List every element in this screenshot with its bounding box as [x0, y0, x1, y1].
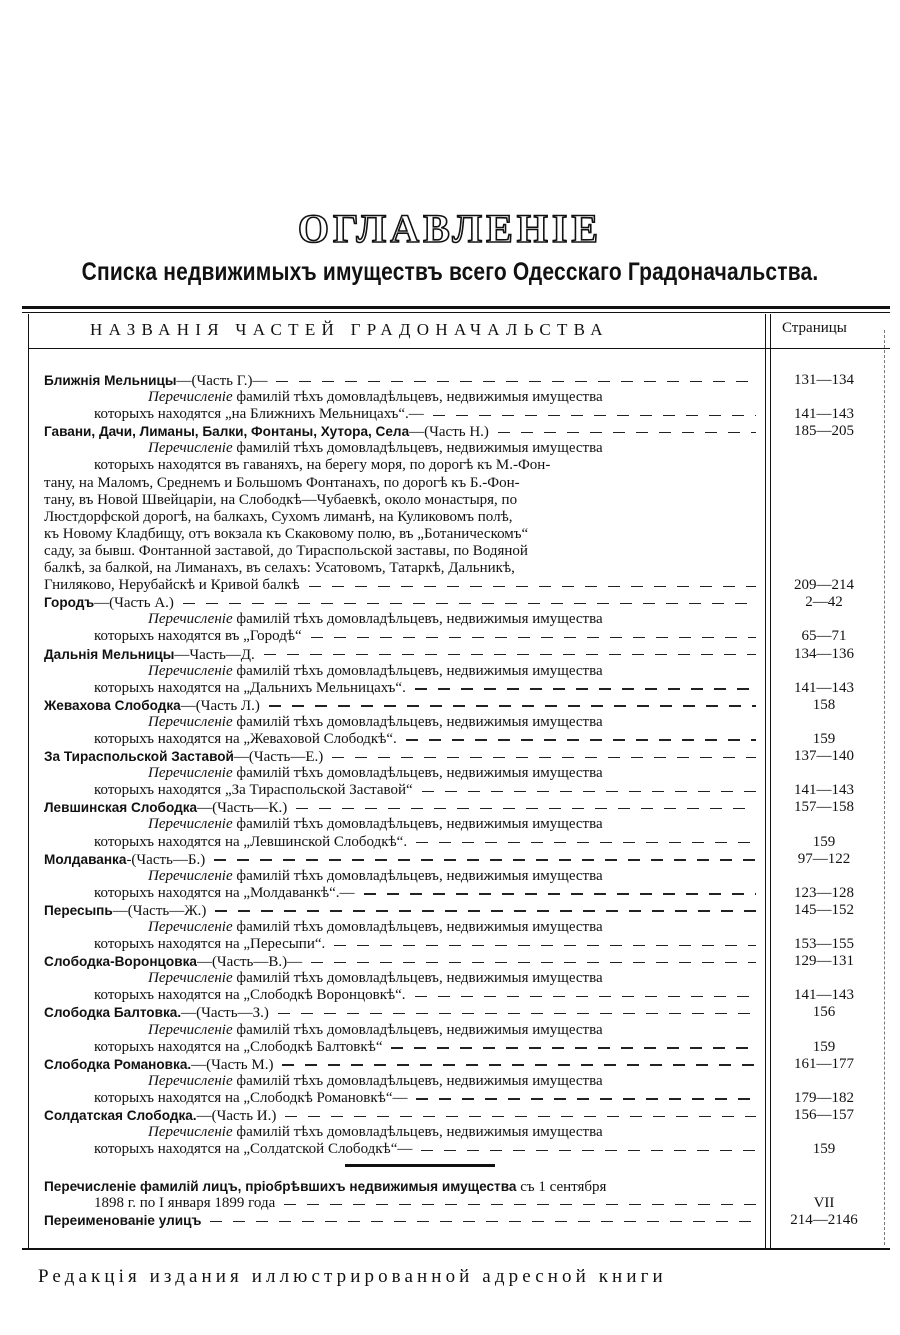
top-rule	[22, 306, 890, 309]
entry-italic: Перечисленіе	[148, 389, 233, 406]
district-name: Жевахова Слободка	[44, 697, 181, 713]
contents-line	[44, 577, 884, 594]
entry-text	[148, 611, 606, 628]
entry-text	[148, 714, 606, 731]
entry-text	[44, 594, 177, 612]
contents-line	[44, 697, 884, 714]
entry-text	[94, 1039, 385, 1056]
contents-line	[44, 919, 884, 936]
entry-text	[44, 372, 270, 390]
contents-line	[44, 440, 884, 457]
entry-text	[44, 543, 531, 560]
dash-leader	[498, 432, 756, 433]
entry-rest: которыхъ находятся „За Тираспольской Заставой“	[94, 782, 413, 799]
entry-rest: которыхъ находятся „на Ближнихъ Мельницахъ“.—	[94, 406, 424, 423]
entry-rest: фамилій тѣхъ домовладѣльцевъ, недвижимыя имущества	[232, 713, 603, 730]
contents-line	[44, 423, 884, 440]
entry-text	[94, 936, 328, 953]
page-range: 141—143	[794, 679, 854, 696]
contents-line	[44, 851, 884, 868]
entry-text	[44, 953, 305, 971]
page-range: 141—143	[794, 406, 854, 423]
entry-text	[94, 628, 305, 645]
contents-line	[44, 782, 884, 799]
entry-rest: фамилій тѣхъ домовладѣльцевъ, недвижимыя имущества	[232, 389, 603, 406]
page-range: 2—42	[805, 594, 843, 611]
dash-leader	[433, 415, 756, 416]
contents-line	[44, 1039, 884, 1056]
entry-rest: которыхъ находятся на „Пересыпи“.	[94, 936, 326, 953]
top-rule-thin	[22, 312, 890, 313]
entry-rest: —(Часть Л.)	[180, 697, 260, 714]
entry-rest: —(Часть И.)	[196, 1108, 277, 1125]
page-range: 156	[812, 1004, 836, 1021]
entry-text	[94, 1141, 415, 1158]
entry-rest: —(Часть А.)	[94, 595, 174, 612]
page-title: ОГЛАВЛЕНІЕ	[297, 206, 603, 251]
entry-rest: —(Часть—З.)	[181, 1005, 269, 1022]
entry-rest: которыхъ находятся въ „Городѣ“	[94, 628, 302, 645]
entry-text	[94, 731, 400, 748]
contents-line	[44, 611, 884, 628]
district-name: Молдаванка	[44, 851, 127, 867]
entry-rest: фамилій тѣхъ домовладѣльцевъ, недвижимыя имущества	[232, 1021, 603, 1038]
entry-italic: Перечисленіе	[148, 713, 233, 730]
contents-line	[44, 714, 884, 731]
entry-rest: фамилій тѣхъ домовладѣльцевъ, недвижимыя имущества	[232, 919, 603, 935]
entry-text	[94, 987, 409, 1004]
dash-leader	[264, 654, 756, 655]
contents-line	[44, 834, 884, 851]
contents-line	[44, 987, 884, 1004]
entry-rest: фамилій тѣхъ домовладѣльцевъ, недвижимыя имущества	[232, 662, 603, 679]
entry-text	[44, 851, 208, 869]
entry-text	[44, 423, 492, 441]
contents-line	[44, 953, 884, 970]
dash-leader	[332, 757, 756, 758]
entry-rest: —(Часть—В.)—	[196, 954, 303, 971]
page-range: 159	[812, 1141, 836, 1158]
entry-rest: которыхъ находятся на „Жеваховой Слободкѣ“.	[94, 730, 397, 747]
entry-text	[44, 1004, 272, 1022]
entry-italic: Перечисленіе	[148, 662, 233, 679]
contents-line	[44, 680, 884, 697]
entry-rest: фамилій тѣхъ домовладѣльцевъ, недвижимыя имущества	[232, 816, 603, 833]
entry-text	[94, 1195, 278, 1212]
contents-line	[44, 799, 884, 816]
entry-text	[44, 526, 531, 543]
contents-line	[44, 1212, 884, 1229]
entry-rest: которыхъ находятся на „Дальнихъ Мельницахъ“.	[94, 679, 406, 696]
entry-italic: Перечисленіе	[148, 970, 233, 987]
entry-text	[148, 1073, 606, 1090]
entry-rest: фамилій тѣхъ домовладѣльцевъ, недвижимыя имущества	[232, 1072, 603, 1089]
entry-italic: Перечисленіе	[148, 1072, 233, 1089]
dash-leader	[269, 705, 756, 706]
contents-line	[44, 663, 884, 680]
dash-leader	[422, 791, 756, 792]
page-range: 159	[812, 833, 836, 850]
contents-line	[44, 936, 884, 953]
contents-line	[44, 748, 884, 765]
dash-leader	[334, 945, 756, 946]
dash-leader	[284, 1204, 756, 1205]
entry-rest: которыхъ находятся на „Молдаванкѣ“.—	[94, 884, 355, 901]
contents-line	[44, 868, 884, 885]
entry-rest: которыхъ находятся на „Слободкѣ Романовкѣ“—	[94, 1089, 408, 1106]
dash-leader	[391, 1047, 756, 1048]
entry-rest: —(Часть—К.)	[197, 800, 288, 817]
dash-leader	[364, 893, 756, 894]
table-right-border	[884, 330, 885, 1245]
entry-text	[94, 782, 416, 799]
district-name: Дальнія Мельницы	[44, 646, 175, 662]
contents-line	[44, 457, 884, 474]
entry-italic: Перечисленіе	[148, 867, 233, 884]
district-name: За Тираспольской Заставой	[44, 749, 234, 765]
dash-leader	[214, 859, 756, 860]
entry-text	[94, 680, 409, 697]
contents-line	[44, 406, 884, 423]
entry-rest: -(Часть—Б.)	[126, 851, 206, 868]
page-range: 185—205	[794, 423, 854, 440]
district-name: Слободка-Воронцовка	[44, 954, 197, 970]
entry-text	[44, 1056, 276, 1074]
dash-leader	[415, 996, 756, 997]
entry-text	[94, 457, 553, 474]
column-header-pages: Страницы	[782, 320, 847, 336]
entry-rest: фамилій тѣхъ домовладѣльцевъ, недвижимыя имущества	[232, 440, 603, 457]
dash-leader	[406, 739, 756, 740]
entry-text	[44, 1178, 609, 1196]
entry-rest: тану, на Маломъ, Среднемъ и Большомъ Фонтанахъ, по дорогѣ къ Б.-Фон-	[44, 474, 520, 491]
contents-line	[44, 816, 884, 833]
page-range: 156—157	[794, 1107, 854, 1124]
entry-rest: которыхъ находятся на „Солдатской Слободкѣ“—	[94, 1141, 413, 1158]
entry-text	[44, 560, 518, 577]
dash-leader	[285, 1116, 756, 1117]
contents-line	[44, 628, 884, 645]
contents-line	[44, 970, 884, 987]
page-range: 97—122	[797, 850, 851, 867]
entry-text	[148, 919, 606, 936]
entry-text	[148, 440, 606, 457]
dash-leader	[278, 1013, 756, 1014]
entry-text	[44, 902, 209, 920]
dash-leader	[415, 688, 756, 689]
dash-leader	[183, 603, 756, 604]
entry-text	[148, 765, 606, 782]
page-range: VII	[813, 1195, 835, 1212]
contents-list	[44, 372, 884, 1158]
page-range: 161—177	[794, 1055, 854, 1072]
dash-leader	[311, 637, 756, 638]
contents-line	[44, 594, 884, 611]
contents-line	[44, 372, 884, 389]
entry-rest: Люстдорфской дорогѣ, на балкахъ, Сухомъ лиманѣ, на Куликовомъ полѣ,	[44, 508, 513, 525]
entry-rest: фамилій тѣхъ домовладѣльцевъ, недвижимыя имущества	[232, 765, 603, 782]
entry-rest: саду, за бывш. Фонтанной заставой, до Тираспольской заставы, по Водяной	[44, 542, 528, 559]
district-name: Пересыпь	[44, 902, 113, 918]
entry-rest: которыхъ находятся на „Слободкѣ Балтовкѣ“	[94, 1038, 383, 1055]
entry-text	[44, 646, 258, 664]
entry-rest: которыхъ находятся на „Левшинской Слободкѣ“.	[94, 833, 408, 850]
entry-rest: —(Часть М.)	[191, 1056, 274, 1073]
entry-text	[148, 389, 606, 406]
contents-line	[44, 389, 884, 406]
contents-line	[44, 731, 884, 748]
entry-text	[44, 509, 515, 526]
entry-rest: —(Часть—Е.)	[233, 749, 324, 766]
page-range: 153—155	[794, 936, 854, 953]
district-name: Слободка Балтовка.	[44, 1005, 182, 1021]
district-name: Перечисленіе фамилій лицъ, пріобрѣвшихъ недвижимыя имущества	[44, 1179, 517, 1194]
entry-italic: Перечисленіе	[148, 765, 233, 782]
dash-leader	[416, 1098, 756, 1099]
district-name: Слободка Романовка.	[44, 1056, 192, 1072]
entry-rest: фамилій тѣхъ домовладѣльцевъ, недвижимыя имущества	[232, 1124, 603, 1141]
page-range: 145—152	[794, 901, 854, 918]
contents-line	[44, 1141, 884, 1158]
page-range: 131—134	[794, 372, 854, 388]
contents-line	[44, 475, 884, 492]
contents-line	[44, 902, 884, 919]
contents-line	[44, 1124, 884, 1141]
entry-rest: фамилій тѣхъ домовладѣльцевъ, недвижимыя имущества	[232, 970, 603, 987]
entry-italic: Перечисленіе	[148, 440, 233, 457]
entry-text	[44, 799, 290, 817]
page-range: 129—131	[794, 953, 854, 970]
entry-italic: Перечисленіе	[148, 1124, 233, 1141]
contents-line	[44, 1090, 884, 1107]
page-range: 123—128	[794, 884, 854, 901]
entry-rest: къ Новому Кладбищу, отъ вокзала къ Скаковому полю, въ „Ботаническомъ“	[44, 525, 529, 542]
entry-text	[148, 970, 606, 987]
entry-text	[94, 885, 358, 902]
dash-leader	[215, 910, 756, 911]
entry-text	[44, 577, 303, 594]
contents-line	[44, 543, 884, 560]
entry-text	[44, 1212, 204, 1230]
contents-line	[44, 509, 884, 526]
page-range: 159	[812, 1038, 836, 1055]
page-range: 214—2146	[790, 1212, 858, 1229]
contents-line	[44, 1073, 884, 1090]
entry-rest: —(Часть—Ж.)	[112, 902, 207, 919]
entry-rest: фамилій тѣхъ домовладѣльцевъ, недвижимыя имущества	[232, 867, 603, 884]
page-range: 159	[812, 730, 836, 747]
contents-line	[44, 1107, 884, 1124]
dash-leader	[210, 1221, 756, 1222]
district-name: Гавани, Дачи, Лиманы, Балки, Фонтаны, Хутора, Села	[44, 424, 410, 440]
page-range: 141—143	[794, 987, 854, 1004]
district-name: Переименованіе улицъ	[44, 1213, 202, 1229]
contents-line	[44, 492, 884, 509]
dash-leader	[282, 1064, 756, 1065]
entry-text	[44, 1107, 279, 1125]
entry-rest: которыхъ находятся въ гаваняхъ, на берегу моря, по дорогѣ къ М.-Фон-	[94, 457, 551, 474]
entry-text	[94, 1090, 410, 1107]
entry-italic: Перечисленіе	[148, 919, 233, 935]
dash-leader	[276, 381, 756, 382]
entry-text	[44, 492, 520, 509]
page-range: 141—143	[794, 782, 854, 799]
entry-text	[148, 1022, 606, 1039]
table-left-border	[28, 314, 29, 1248]
dash-leader	[296, 808, 756, 809]
entry-rest: тану, въ Новой Швейцаріи, на Слободкѣ—Чубаевкѣ, около монастыря, по	[44, 491, 518, 508]
entry-text	[44, 697, 263, 715]
district-name: Левшинская Слободка	[44, 800, 198, 816]
entry-italic: Перечисленіе	[148, 611, 233, 628]
contents-line	[44, 526, 884, 543]
final-entries	[44, 1178, 884, 1229]
contents-line	[44, 1056, 884, 1073]
entry-text	[148, 663, 606, 680]
entry-rest: которыхъ находятся на „Слободкѣ Воронцовкѣ“.	[94, 987, 406, 1004]
entry-text	[148, 1124, 606, 1141]
contents-line	[44, 1004, 884, 1021]
contents-line	[44, 885, 884, 902]
footer-publisher: Редакція издания иллюстрированной адресной книги	[38, 1266, 667, 1287]
district-name: Солдатская Слободка.	[44, 1108, 197, 1124]
entry-text	[94, 834, 410, 851]
entry-rest: —(Часть Г.)—	[176, 373, 268, 389]
column-header-names: НАЗВАНІЯ ЧАСТЕЙ ГРАДОНАЧАЛЬСТВА	[90, 320, 609, 339]
page-range: 209—214	[794, 577, 854, 594]
entry-italic: Перечисленіе	[148, 816, 233, 833]
entry-text	[148, 816, 606, 833]
contents-line	[44, 560, 884, 577]
entry-text	[44, 748, 326, 766]
district-name: Городъ	[44, 595, 95, 611]
page-range: 158	[812, 696, 836, 713]
page-range: 134—136	[794, 645, 854, 662]
entry-rest: 1898 г. по I января 1899 года	[94, 1195, 276, 1212]
page-subtitle: Списка недвижимыхъ имуществъ всего Одесскаго Градоначальства.	[81, 258, 819, 286]
entry-italic: Перечисленіе	[148, 1021, 233, 1038]
contents-line	[44, 646, 884, 663]
entry-rest: —Часть—Д.	[174, 646, 255, 663]
entry-rest: Гниляково, Нерубайскѣ и Кривой балкѣ	[44, 577, 300, 594]
dash-leader	[311, 962, 756, 963]
dash-leader	[421, 1150, 756, 1151]
entry-text	[148, 868, 606, 885]
entry-text	[44, 475, 523, 492]
entry-text	[94, 406, 427, 423]
contents-line	[44, 1022, 884, 1039]
entry-rest: —(Часть Н.)	[409, 424, 489, 441]
dash-leader	[416, 842, 756, 843]
dash-leader	[309, 586, 756, 587]
entry-rest: съ 1 сентября	[516, 1179, 607, 1195]
page-range: 65—71	[801, 628, 847, 645]
contents-line	[44, 765, 884, 782]
section-separator	[345, 1164, 495, 1167]
contents-line	[44, 1195, 884, 1212]
district-name: Ближнія Мельницы	[44, 373, 177, 388]
page-range: 179—182	[794, 1089, 854, 1106]
header-rule	[28, 348, 890, 349]
page-range: 157—158	[794, 799, 854, 816]
entry-rest: фамилій тѣхъ домовладѣльцевъ, недвижимыя имущества	[232, 611, 603, 628]
page-range: 137—140	[794, 748, 854, 765]
contents-line	[44, 1178, 884, 1195]
bottom-rule	[22, 1248, 890, 1250]
entry-rest: балкѣ, за балкой, на Лиманахъ, въ селахъ: Усатовомъ, Татаркѣ, Дальникѣ,	[44, 560, 515, 577]
